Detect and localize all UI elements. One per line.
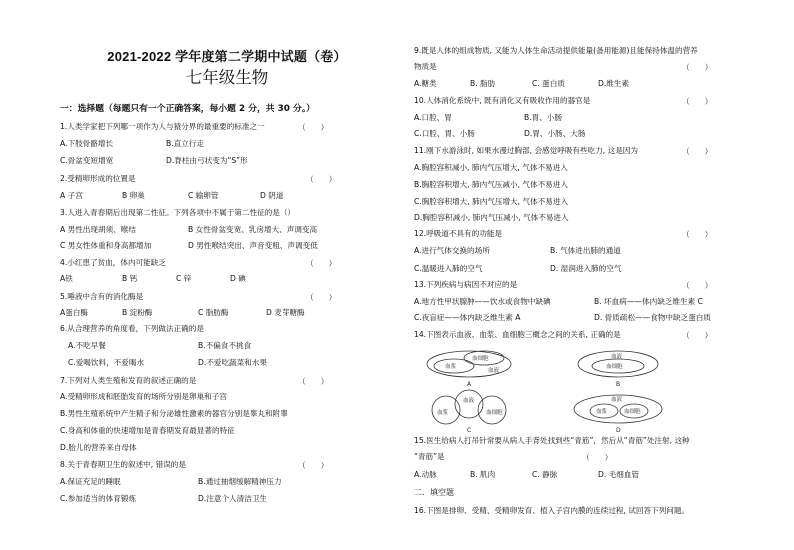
diagram-label-c: C xyxy=(467,427,472,434)
answer-bracket: （ ） xyxy=(682,281,713,290)
q13-option-b: B. 坏血病——体内缺乏维生素 C xyxy=(594,297,703,306)
question-13: 13.下列疾病与病因不对应的是 xyxy=(414,280,518,289)
q4-option-c: C 锌 xyxy=(176,274,192,283)
blood-concept-diagrams xyxy=(414,344,750,434)
q11-option-b: B.胸腔容积增大, 肺内气压减小, 气体不易进入 xyxy=(414,180,568,189)
q13-option-c: C.夜盲症——体内缺乏维生素 A xyxy=(414,313,521,322)
question-14: 14.下图表示血液、血浆、血细胞三概念之间的关系, 正确的是 xyxy=(414,330,621,339)
question-15: 15.医生给病人打吊针常要从病人手背处找到些“青筋”，然后从“青筋”处注射, 这种 xyxy=(414,436,690,445)
q10-option-d: D.胃、小肠、大肠 xyxy=(524,129,586,138)
diagram-b xyxy=(578,351,658,388)
q10-option-a: A.口腔、胃 xyxy=(414,113,452,122)
question-8: 8.关于青春期卫生的叙述中, 错误的是 xyxy=(60,460,186,469)
diagram-d xyxy=(574,395,662,434)
q7-option-a: A.受精卵形成和胚胎发育的场所分别是卵巢和子宫 xyxy=(60,392,227,401)
q6-option-c: C.爱喝饮料，不爱喝水 xyxy=(68,358,145,367)
q1-option-a: A.下肢骨骼增长 xyxy=(60,139,114,148)
q12-option-b: B. 气体进出肺的通道 xyxy=(550,246,621,255)
question-5: 5.唾液中含有的消化酶是 xyxy=(60,292,144,301)
q7-option-d: D.胎儿的营养来自母体 xyxy=(60,443,137,452)
diagram-label-a: A xyxy=(467,381,472,388)
q4-option-b: B 钙 xyxy=(122,274,138,283)
q8-option-a: A.保证充足的睡眠 xyxy=(60,477,121,486)
exam-title: 2021-2022 学年度第二学期中试题（卷） xyxy=(107,49,347,64)
q15-option-b: B. 肌肉 xyxy=(470,470,496,479)
question-16: 16.下图是排卵、受精、受精卵发育、植入子宫内膜的连续过程, 试回答下列问题。 xyxy=(414,506,690,515)
q5-option-a: A蛋白酶 xyxy=(60,308,88,317)
answer-bracket: （ ） xyxy=(298,123,329,132)
label-xue-xi-bao: 血细胞 xyxy=(472,356,489,362)
question-3: 3.人进入青春期后出现第二性征。下列各项中不属于第二性征的是（） xyxy=(60,208,296,217)
section-one-heading: 一：选择题（每题只有一个正确答案，每小题 2 分，共 30 分。） xyxy=(60,104,315,114)
label-xue-jiang: 血浆 xyxy=(437,410,449,416)
label-xue-xi-bao: 血细胞 xyxy=(486,410,503,416)
q4-option-d: D 碘 xyxy=(230,274,246,283)
diagram-a xyxy=(427,351,511,388)
question-2: 2.受精卵形成的位置是 xyxy=(60,174,136,183)
label-xue-ye: 血液 xyxy=(611,354,623,360)
label-xue-jiang: 血浆 xyxy=(596,409,608,415)
question-4: 4.小红患了贫血，体内可能缺乏 xyxy=(60,258,166,267)
question-12: 12.呼吸道不具有的功能是 xyxy=(414,229,503,238)
q7-option-b: B.男性生殖系统中产生精子和分泌雄性激素的器官分别是睾丸和附睾 xyxy=(60,409,288,418)
label-xue-ye: 血液 xyxy=(611,397,623,403)
q15-option-c: C. 静脉 xyxy=(532,470,558,479)
answer-bracket: （ ） xyxy=(298,461,329,470)
question-15-cont: “青筋”是 xyxy=(414,452,445,461)
answer-bracket: （ ） xyxy=(682,230,713,239)
q3-option-d: D 男性喉结突出、声音变粗、声调变低 xyxy=(188,241,318,250)
label-xue-jiang: 血浆 xyxy=(445,364,457,370)
question-7: 7.下列对人类生殖和发育的叙述正确的是 xyxy=(60,376,197,385)
diagram-c xyxy=(432,390,506,434)
answer-bracket: （ ） xyxy=(682,331,713,340)
question-11: 11.刚下水游泳时, 如果水漫过胸部, 会感觉呼吸有些吃力, 这是因为 xyxy=(414,146,638,155)
answer-bracket: （ ） xyxy=(298,377,329,386)
q1-option-b: B.直立行走 xyxy=(166,139,204,148)
q3-option-b: B 女性骨盆变宽、乳房增大、声调变高 xyxy=(188,225,318,234)
label-xue-xi-bao: 血细胞 xyxy=(606,364,623,370)
question-9-cont: 物质是 xyxy=(414,62,437,71)
diagram-label-d: D xyxy=(616,427,621,434)
diagram-label-b: B xyxy=(616,381,621,388)
q6-option-d: D.不爱吃蔬菜和水果 xyxy=(198,358,268,367)
q3-option-a: A 男性出现胡须、喉结 xyxy=(60,225,136,234)
q9-option-a: A.糖类 xyxy=(414,79,437,88)
q5-option-d: D 麦芽糖酶 xyxy=(266,308,305,317)
q11-option-d: D.胸腔容积减小, 肺内气压减小, 气体不易进入 xyxy=(414,213,569,222)
q2-option-c: C 输卵管 xyxy=(188,191,219,200)
q8-option-d: D.注意个人清洁卫生 xyxy=(198,494,268,503)
q10-option-b: B.胃、小肠 xyxy=(524,113,562,122)
answer-bracket: （ ） xyxy=(682,97,713,106)
q12-option-d: D. 湿润进入肺的空气 xyxy=(550,264,622,273)
q12-option-a: A.进行气体交换的场所 xyxy=(414,246,490,255)
q7-option-c: C.身高和体重的快速增加是青春期发育最显著的特征 xyxy=(60,426,235,435)
q10-option-c: C.口腔、胃、小肠 xyxy=(414,129,475,138)
section-two-heading: 二．填空题 xyxy=(414,488,454,497)
q11-option-c: C.胸腔容积增大, 肺内气压增大, 气体不易进入 xyxy=(414,197,569,206)
answer-bracket: （ ） xyxy=(582,453,613,462)
q8-option-b: B.通过抽烟缓解精神压力 xyxy=(198,477,282,486)
q13-option-a: A.地方性甲状腺肿——饮水或食物中缺碘 xyxy=(414,297,551,306)
q15-option-a: A.动脉 xyxy=(414,470,437,479)
q3-option-c: C 男女性体重和身高都增加 xyxy=(60,241,152,250)
label-xue-ye: 血液 xyxy=(463,398,475,404)
answer-bracket: （ ） xyxy=(682,147,713,156)
q8-option-c: C.参加适当的体育锻炼 xyxy=(60,494,137,503)
q2-option-b: B 卵巢 xyxy=(122,191,145,200)
question-10: 10.人体消化系统中, 既有消化又有吸收作用的器官是 xyxy=(414,96,591,105)
answer-bracket: （ ） xyxy=(306,259,337,268)
label-xue-xi-bao: 血细胞 xyxy=(624,409,641,415)
q1-option-d: D.脊柱由弓状变为“S”形 xyxy=(166,156,248,165)
answer-bracket: （ ） xyxy=(306,175,337,184)
q5-option-c: C 脂肪酶 xyxy=(198,308,229,317)
q4-option-a: A铁 xyxy=(60,274,73,283)
q9-option-c: C. 蛋白质 xyxy=(532,79,565,88)
q11-option-a: A.胸腔容积减小, 肺内气压增大, 气体不易进入 xyxy=(414,163,568,172)
q13-option-d: D. 骨质疏松——食物中缺乏蛋白质 xyxy=(594,313,711,322)
q9-option-d: D.维生素 xyxy=(598,79,630,88)
answer-bracket: （ ） xyxy=(306,293,337,302)
q6-option-a: A.不吃早餐 xyxy=(68,341,106,350)
q1-option-c: C.骨盆变短增宽 xyxy=(60,156,114,165)
exam-subtitle: 七年级生物 xyxy=(185,68,269,87)
q9-option-b: B. 脂肪 xyxy=(470,79,496,88)
q5-option-b: B 淀粉酶 xyxy=(122,308,153,317)
q6-option-b: B.不偏食不挑食 xyxy=(198,341,252,350)
q2-option-d: D 阴道 xyxy=(260,191,284,200)
question-9: 9.既是人体的组成物质, 又能为人体生命活动提供能量(备用能源)且能保持体温的营养 xyxy=(414,46,698,55)
label-xue-ye: 血液 xyxy=(488,368,500,374)
q12-option-c: C.温暖进入肺的空气 xyxy=(414,264,483,273)
q15-option-d: D. 毛细血管 xyxy=(598,470,640,479)
question-1: 1.人类学家把下列哪一项作为人与猿分界的最重要的标准之一 xyxy=(60,122,265,131)
question-6: 6.从合理营养的角度看，下列做法正确的是 xyxy=(60,324,204,333)
answer-bracket: （ ） xyxy=(682,63,713,72)
q2-option-a: A 子宫 xyxy=(60,191,83,200)
